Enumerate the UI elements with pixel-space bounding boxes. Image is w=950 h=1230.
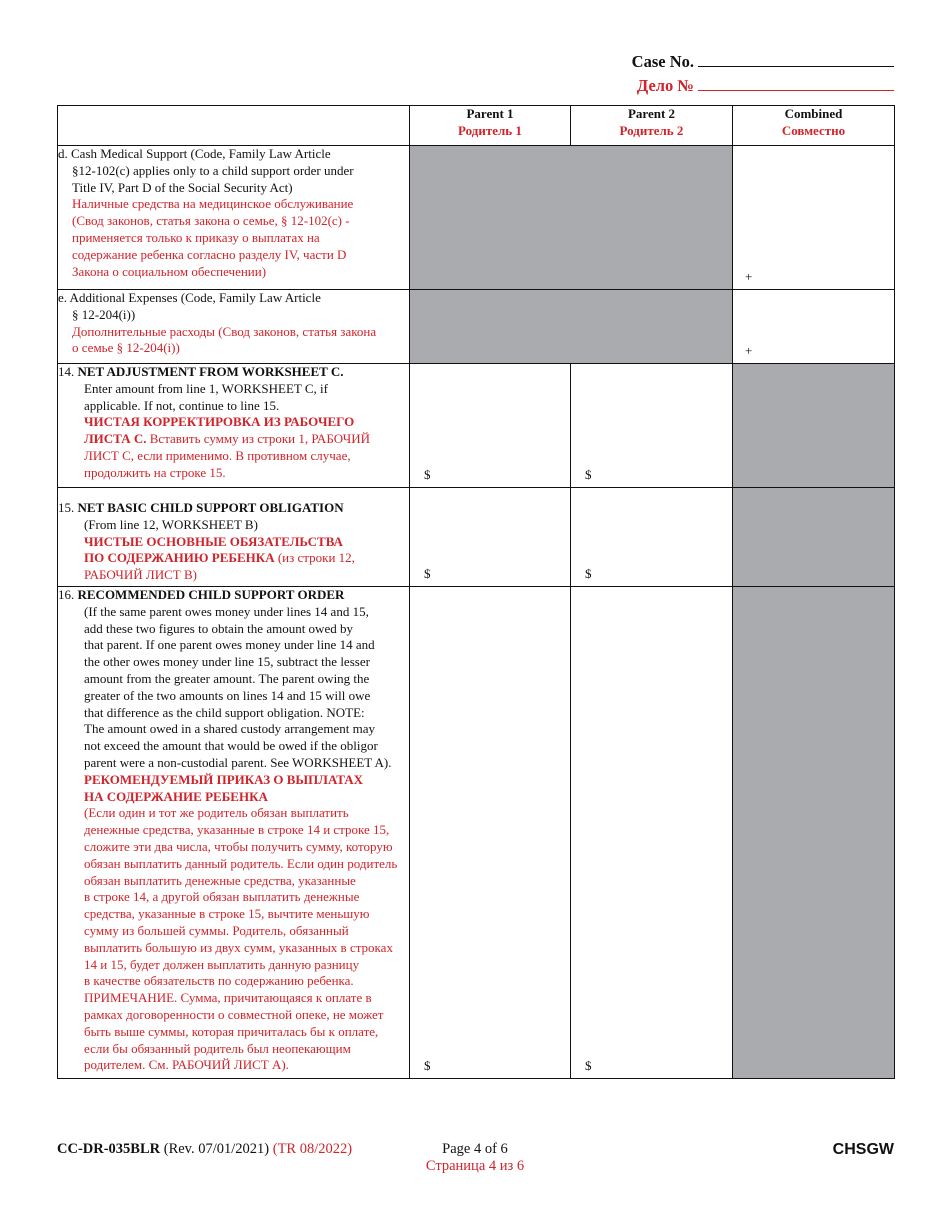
line14-description: 14. NET ADJUSTMENT FROM WORKSHEET C. Enter amount from line 1, WORKSHEET C, if applicable. If not, continue to line 15. ЧИСТАЯ КОРРЕКТИРОВКА ИЗ РАБОЧЕГО ЛИСТА C. Вставить сумму из строки 1, РАБОЧИЙ ЛИСТ C, если применимо. В противном случае, продолжить на строке 15. [58, 364, 410, 488]
row-d-combined-input[interactable]: + [733, 146, 895, 290]
row-line-15 [58, 488, 895, 587]
col-header-combined: Combined Совместно [733, 106, 895, 146]
line14-parent1-input[interactable]: $ [410, 364, 571, 488]
col-header-parent1: Parent 1 Родитель 1 [410, 106, 571, 146]
row-d-description: d. Cash Medical Support (Code, Family Law Article §12-102(c) applies only to a child support order under Title IV, Part D of the Social Security Act) Наличные средства на медицинское обслуживание (Свод законов, статья закона о семье, § 12-102(c) - применяется только к приказу о выплатах на содержание ребенка согласно разделу IV, части D Закона о социальном обеспечении) [58, 146, 410, 290]
row-e-shaded [410, 290, 733, 364]
page-number: Page 4 of 6 Страница 4 из 6 [425, 1141, 525, 1174]
case-number-label: Case No. [631, 52, 694, 71]
line16-parent1-input[interactable]: $ [410, 587, 571, 1079]
row-line-14 [58, 364, 895, 488]
line15-combined-shaded [733, 488, 895, 587]
header-row [58, 106, 895, 146]
case-number-label-ru: Дело № [636, 76, 694, 95]
row-line-16 [58, 587, 895, 1079]
worksheet-table [57, 105, 895, 1079]
line16-description: 16. RECOMMENDED CHILD SUPPORT ORDER (If the same parent owes money under lines 14 and 15, add these two figures to obtain the amount owed by that parent. If one parent owes money under line 14 and the other owes money under line 15, subtract the lesser amount from the greater amount. The parent owing the greater of the two amounts on lines 14 and 15 will owe that difference as the child support obligation. NOTE: The amount owed in a shared custody arrangement may not exceed the amount that would be owed if the obligor parent were a non-custodial parent. See WORKSHEET A). РЕКОМЕНДУЕМЫЙ ПРИКАЗ О ВЫПЛАТАХ НА СОДЕРЖАНИЕ РЕБЕНКА (Если один и тот же родитель обязан выплатить денежные средства, указанные в строке 14 и строке 15, сложите эти два числа, чтобы получить сумму, которую обязан выплатить данный родитель. Если один родитель обязан выплатить денежные средства, указанные в строке 14, а другой обязан выплатить денежные средства, указанные в строке 15, вычтите меньшую сумму из большей суммы. Родитель, обязанный выплатить большую из двух сумм, указанных в строках 14 и 15, будет должен выплатить данную разницу в качестве обязательств по содержанию ребенка. ПРИМЕЧАНИЕ. Сумма, причитающаяся к оплате в рамках договоренности о совместной опеке, не может быть выше суммы, которая причиталась бы к оплате, если бы обязанный родитель был неопекающим родителем. См. РАБОЧИЙ ЛИСТ A). [58, 587, 410, 1079]
row-d-shaded [410, 146, 733, 290]
row-e-combined-input[interactable]: + [733, 290, 895, 364]
col-header-parent2: Parent 2 Родитель 2 [571, 106, 733, 146]
header-blank [58, 106, 410, 146]
form-id: CC-DR-035BLR (Rev. 07/01/2021) (TR 08/2022) [57, 1141, 353, 1157]
line14-combined-shaded [733, 364, 895, 488]
line15-description: 15. NET BASIC CHILD SUPPORT OBLIGATION (From line 12, WORKSHEET B) ЧИСТЫЕ ОСНОВНЫЕ ОБЯЗАТЕЛЬСТВА ПО СОДЕРЖАНИЮ РЕБЕНКА (из строки 12, РАБОЧИЙ ЛИСТ B) [58, 488, 410, 587]
case-number-field[interactable] [698, 66, 894, 67]
row-additional-expenses [58, 290, 895, 364]
case-number-ru [637, 76, 894, 96]
case-number-field-ru[interactable] [698, 90, 894, 91]
case-number [632, 52, 894, 72]
line15-parent1-input[interactable]: $ [410, 488, 571, 587]
line16-parent2-input[interactable]: $ [571, 587, 733, 1079]
form-code: CHSGW [832, 1141, 894, 1158]
line15-parent2-input[interactable]: $ [571, 488, 733, 587]
line16-combined-shaded [733, 587, 895, 1079]
row-cash-medical-support [58, 146, 895, 290]
line14-parent2-input[interactable]: $ [571, 364, 733, 488]
row-e-description: e. Additional Expenses (Code, Family Law Article § 12-204(i)) Дополнительные расходы (Свод законов, статья закона о семье § 12-204(i)) [58, 290, 410, 364]
